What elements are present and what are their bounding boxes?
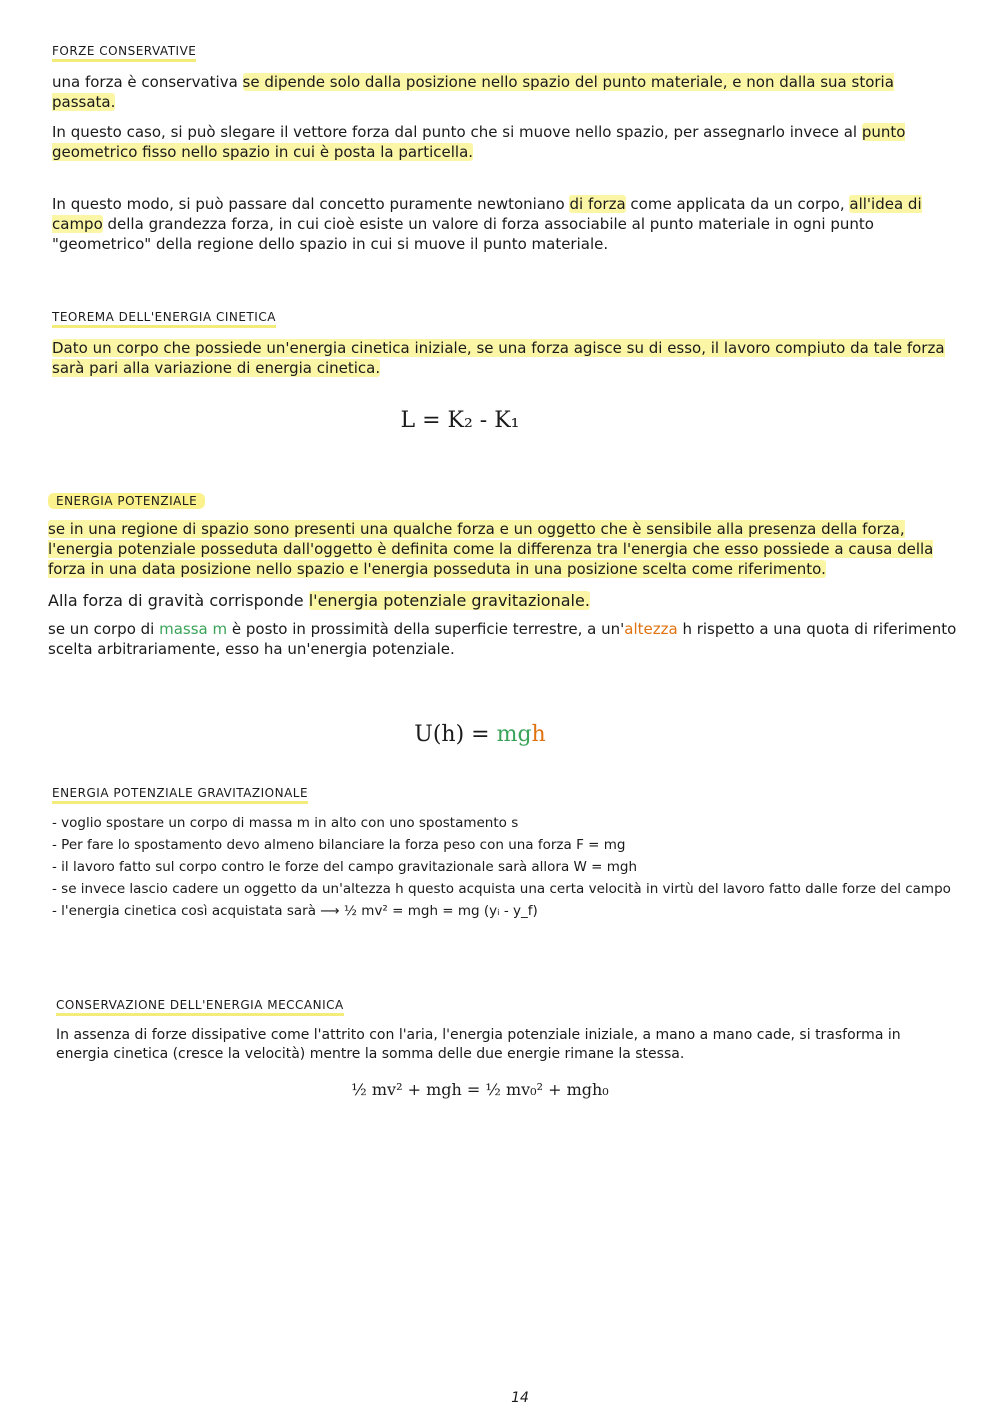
paragraph [52,122,952,162]
highlighted-text: l'energia potenziale gravitazionale. [308,591,590,610]
text: In questo modo, si può passare dal concetto puramente newtoniano [52,195,570,213]
text: In questo caso, si può slegare il vettore forza dal punto che si muove nello spazio, per assegnarlo invece al [52,123,862,141]
section-heading: TEOREMA DELL'ENERGIA CINETICA [52,310,276,328]
text: h rispetto a una quota di riferimento scelta arbitrariamente, esso ha un'energia potenziale. [48,620,957,658]
text: una forza è conservativa [52,73,243,91]
highlighted-text: se in una regione di spazio sono presenti una qualche forza e un oggetto che è sensibile alla presenza della forza, l'energia potenziale posseduta dall'oggetto è definita come la differenza tra l'energia che esso possiede a causa della forza in una data posizione nello spazio e l'energia posseduta in una posizione scelta come riferimento. [48,520,934,578]
paragraph [52,194,952,254]
paragraph [52,338,952,378]
green-text: massa m [159,620,228,638]
list-item: - il lavoro fatto sul corpo contro le forze del campo gravitazionale sarà allora W = mgh [52,856,952,878]
text: come applicata da un corpo, [625,195,850,213]
list-item: - voglio spostare un corpo di massa m in alto con uno spostamento s [52,812,952,834]
paragraph: In assenza di forze dissipative come l'attrito con l'aria, l'energia potenziale iniziale, a mano a mano cade, si trasforma in energia cinetica (cresce la velocità) mentre la somma delle due energie rimane la stessa. [56,1027,901,1062]
highlighted-text: all'idea di campo [52,195,922,233]
paragraph [52,72,952,112]
formula-energia-potenziale [330,722,630,747]
section-conservazione-energia-meccanica [56,994,956,1064]
text: se un corpo di [48,620,160,638]
paragraph [48,619,958,659]
text: è posto in prossimità della superficie terrestre, a un' [227,620,625,638]
list-item: - se invece lascio cadere un oggetto da un'altezza h questo acquista una certa velocità in virtù del lavoro fatto dalle forze del campo [52,878,952,900]
paragraph [48,519,958,579]
formula-h: h [531,722,546,747]
page-number: 14 [511,1390,529,1406]
formula-conservazione: ½ mv² + mgh = ½ mv₀² + mgh₀ [351,1080,609,1099]
formula-text: U(h) = [414,722,497,747]
list-item: - Per fare lo spostamento devo almeno bilanciare la forza peso con una forza F = mg [52,834,952,856]
highlighted-text: di forza [569,195,626,213]
highlighted-text: punto geometrico fisso nello spazio in cui è posta la particella. [52,123,906,161]
orange-text: altezza [624,620,678,638]
section-heading: CONSERVAZIONE DELL'ENERGIA MECCANICA [56,998,344,1016]
section-energia-potenziale [48,490,958,659]
bullet-list [52,812,952,922]
section-heading: FORZE CONSERVATIVE [52,44,196,62]
section-energia-potenziale-gravitazionale [52,782,952,922]
list-item: - l'energia cinetica così acquistata sarà ⟶ ½ mv² = mgh = mg (yᵢ - y_f) [52,900,952,922]
section-heading: ENERGIA POTENZIALE [48,493,205,509]
section-teorema-energia-cinetica [52,306,952,378]
section-forze-conservative [52,40,952,254]
highlighted-text: se dipende solo dalla posizione nello spazio del punto materiale, e non dalla sua storia passata. [52,73,894,111]
paragraph [48,591,958,611]
highlighted-text: Dato un corpo che possiede un'energia cinetica iniziale, se una forza agisce su di esso, il lavoro compiuto da tale forza sarà pari alla variazione di energia cinetica. [52,339,945,377]
text: Alla forza di gravità corrisponde [48,591,309,610]
formula-lavoro-energia-cinetica: L = K₂ - K₁ [400,408,520,433]
section-heading: ENERGIA POTENZIALE GRAVITAZIONALE [52,786,308,804]
text: della grandezza forza, in cui cioè esiste un valore di forza associabile al punto materiale in ogni punto "geometrico" della regione dello spazio in cui si muove il punto materiale. [52,215,874,253]
formula-mg: mg [496,722,532,747]
